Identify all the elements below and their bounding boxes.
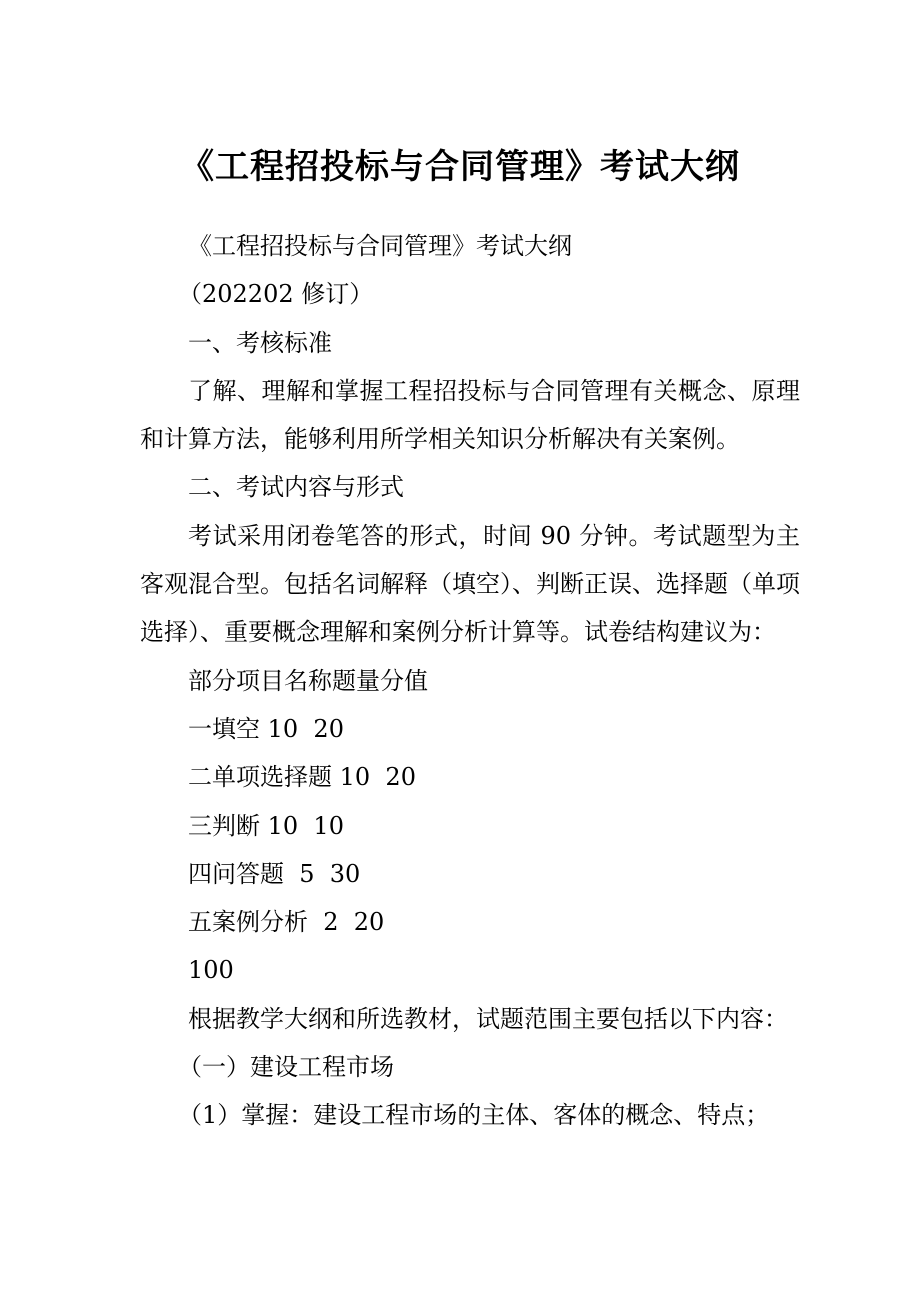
- list-item-construction-market: （1）掌握：建设工程市场的主体、客体的概念、特点；: [178, 1101, 770, 1130]
- score-table-row: 四问答题 5 30: [188, 859, 361, 888]
- score-table-row: 二单项选择题 10 20: [188, 763, 416, 792]
- paragraph-scope: 根据教学大纲和所选教材，试题范围主要包括以下内容：: [188, 1004, 788, 1033]
- section-heading-exam-content: 二、考试内容与形式: [188, 473, 404, 502]
- document-body: [140, 222, 800, 1140]
- score-table-row: 一填空 10 20: [188, 714, 344, 743]
- score-table-header: 部分项目名称题量分值: [188, 666, 428, 695]
- paragraph-assessment-standard: 了解、理解和掌握工程招投标与合同管理有关概念、原理和计算方法，能够利用所学相关知识分析解决有关案例。: [140, 376, 800, 454]
- score-table-row: 三判断 10 10: [188, 811, 344, 840]
- paragraph-subtitle: 《工程招投标与合同管理》考试大纲: [188, 232, 572, 260]
- paragraph-exam-format: 考试采用闭卷笔答的形式，时间 90 分钟。考试题型为主客观混合型。包括名词解释（填空）、判断正误、选择题（单项选择）、重要概念理解和案例分析计算等。试卷结构建议为：: [140, 521, 800, 647]
- section-heading-construction-market: （一）建设工程市场: [178, 1053, 394, 1082]
- score-table-total: 100: [188, 956, 234, 985]
- document-title: 《工程招投标与合同管理》考试大纲: [180, 147, 740, 187]
- section-heading-assessment-standard: 一、考核标准: [188, 328, 332, 357]
- paragraph-revision: （202202 修订）: [178, 280, 374, 309]
- score-table-row: 五案例分析 2 20: [188, 908, 385, 937]
